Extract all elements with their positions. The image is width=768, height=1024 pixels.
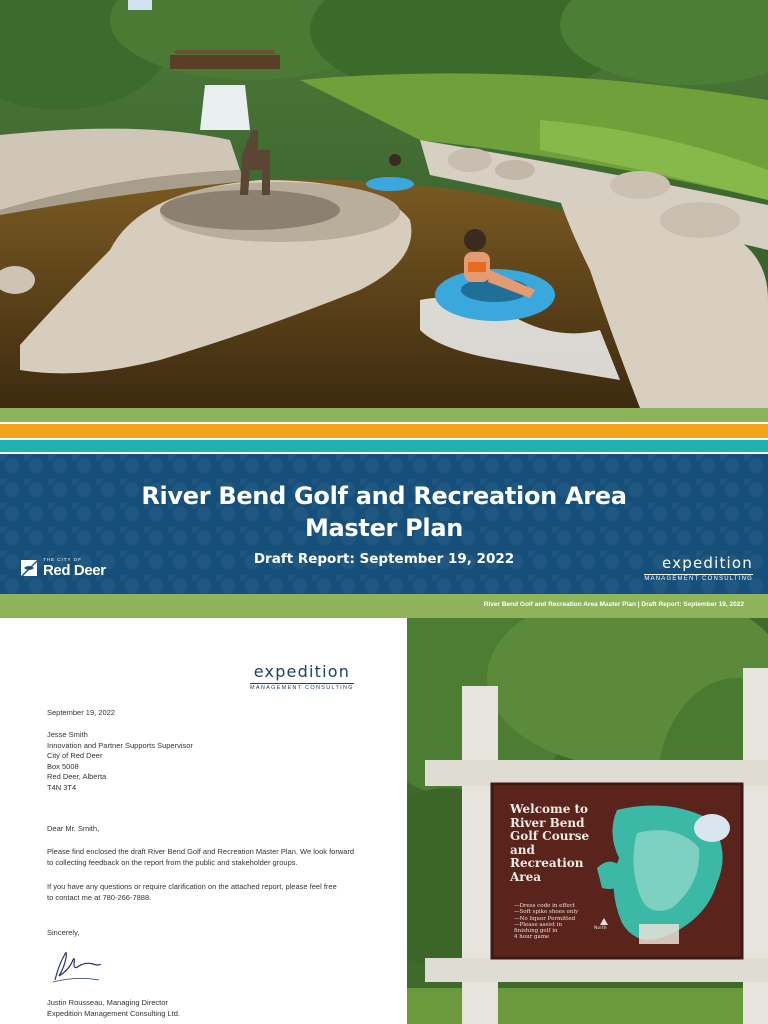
red-deer-mark-icon	[19, 558, 39, 578]
sign-rule: 4 hour game	[514, 934, 550, 941]
sign-rules	[514, 903, 578, 941]
orange-stripe	[0, 424, 768, 438]
sign-heading-line: Recreation	[510, 856, 584, 870]
sign-rule: —No liquor Permitted	[514, 915, 576, 922]
sign-heading-line: Area	[510, 869, 542, 884]
sign-rule: —Soft spike shoes only	[514, 909, 579, 916]
sign-rule: —Please assist in	[514, 921, 563, 928]
address-line: City of Red Deer	[47, 751, 103, 760]
paragraph-line: If you have any questions or require clarification on the attached report, please feel free	[47, 882, 337, 891]
city-of-red-deer-logo	[19, 555, 106, 581]
sign-heading-line: Golf Course	[510, 829, 590, 843]
handwritten-signature	[47, 946, 107, 986]
sign-heading-line: and	[510, 842, 535, 857]
logo-rule	[250, 683, 354, 684]
footer-text: River Bend Golf and Recreation Area Master Plan | Draft Report: September 19, 2022	[483, 601, 744, 608]
north-label: North	[594, 926, 607, 931]
paragraph-line: Please find enclosed the draft River Bend Golf and Recreation Master Plan. We look forward	[47, 847, 355, 856]
title-band	[0, 454, 768, 594]
expedition-logo-tagline: MANAGEMENT CONSULTING	[644, 576, 753, 582]
paragraph-line: to contact me at 780-266-7888.	[47, 892, 152, 902]
signatory-line: Expedition Management Consulting Ltd.	[47, 1008, 181, 1018]
report-title-line2: Master Plan	[304, 514, 464, 542]
recipient-address	[47, 730, 377, 793]
city-logo-name: Red Deer	[43, 562, 106, 580]
footer-band	[0, 594, 768, 618]
address-line: Box 5008	[47, 761, 79, 771]
address-line: Red Deer, Alberta	[47, 772, 107, 781]
city-logo-small-text: THE CITY OF	[43, 556, 82, 562]
hero-photo	[0, 0, 768, 408]
report-title-line1: River Bend Golf and Recreation Area	[141, 482, 627, 510]
expedition-logo-name: expedition	[253, 662, 351, 681]
logo-rule	[644, 574, 753, 575]
address-line: T4N 3T4	[47, 782, 77, 792]
signatory	[47, 998, 377, 1019]
sign-heading-line: River Bend	[510, 815, 585, 830]
expedition-logo-tagline: MANAGEMENT CONSULTING	[250, 685, 354, 691]
address-line: Jesse Smith	[47, 730, 88, 739]
green-stripe	[0, 408, 768, 422]
sign-heading-line: Welcome to	[510, 802, 589, 816]
letter-date: September 19, 2022	[47, 708, 115, 717]
cover-letter	[0, 618, 407, 1024]
expedition-logo	[250, 662, 354, 691]
closing: Sincerely,	[47, 928, 80, 937]
address-line: Innovation and Partner Supports Supervisor	[47, 740, 193, 750]
report-subtitle: Draft Report: September 19, 2022	[253, 551, 515, 567]
sign-rule: —Dress code in effect	[514, 903, 575, 909]
welcome-sign-photo	[407, 618, 768, 1024]
letter-paragraph	[47, 847, 377, 868]
salutation: Dear Mr. Smith,	[47, 824, 100, 833]
expedition-logo	[644, 554, 753, 582]
paragraph-line: to collecting feedback on the report from the public and stakeholder groups.	[47, 857, 298, 867]
expedition-logo-name: expedition	[661, 554, 753, 572]
sign-rule: finishing golf in	[514, 928, 558, 935]
signatory-line: Justin Rousseau, Managing Director	[47, 998, 168, 1007]
sign-heading	[510, 803, 589, 884]
letter-paragraph	[47, 882, 377, 903]
teal-stripe	[0, 440, 768, 452]
